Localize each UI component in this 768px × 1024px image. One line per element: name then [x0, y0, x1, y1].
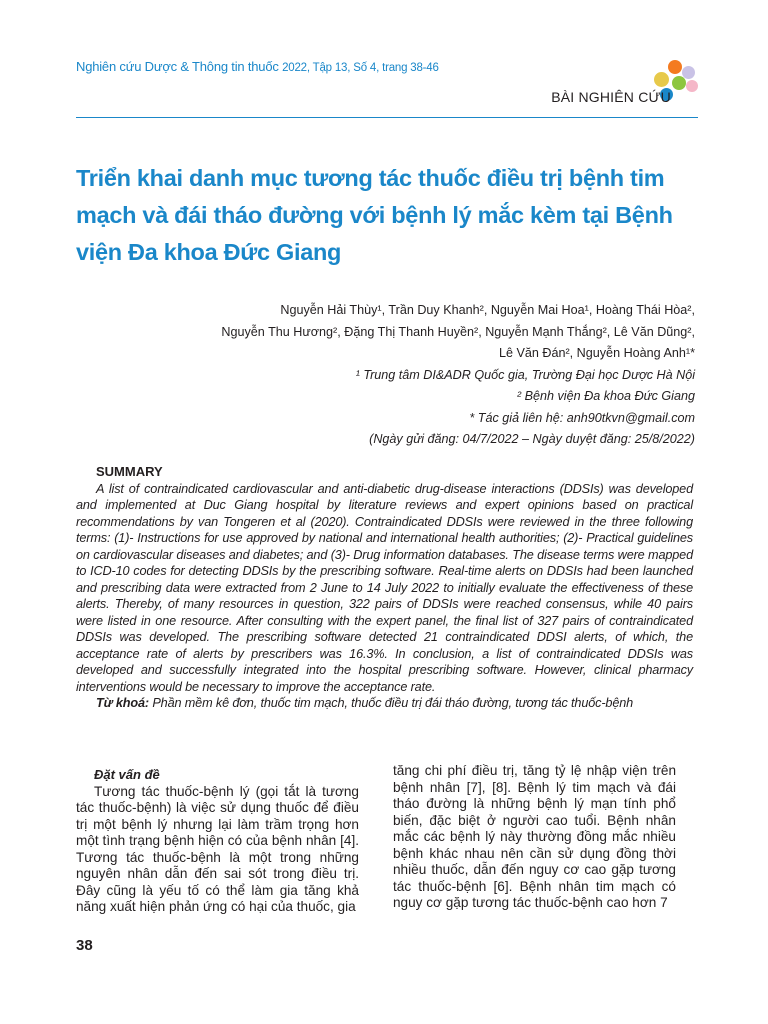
- summary-body: A list of contraindicated cardiovascular and anti-diabetic drug-disease interactions (DDSIs) was developed and implemented at Duc Giang hospital by literature reviews and expert opinions based on practical recommendations by van Tongeren et al (2020). Contraindicated DDSIs were reviewed in the three following terms: (1)- Instructions for use approved by national and international health authorities; (2)- Practical guidelines on cardiovascular diseases and diabetes; and (3)- Drug information databases. The disease terms were mapped to ICD-10 codes for detecting DDSIs by the prescribing software. Real-time alerts on DDSIs had been launched and prescribing data were extracted from 2 June to 14 July 2022 to initially evaluate the effectiveness of these alerts. Thereby, of many resources in question, 322 pairs of DDSIs were reached consensus, while 40 pairs were listed in one resource. After consulting with the expert panel, the final list of 327 pairs of contraindicated DDSIs was developed. The prescribing software detected 21 contraindicated DDSI alerts, of which, the acceptance rate of alerts by prescribers was 16.3%. In conclusion, a list of contraindicated DDSIs was developed and successfully integrated into the hospital prescribing software. However, clinical pharmacy interventions would be necessary to improve the acceptance rate.: [76, 481, 693, 694]
- body-column-left: [76, 763, 359, 916]
- author-line-1: Nguyễn Hải Thùy¹, Trần Duy Khanh², Nguyễn Mai Hoa¹, Hoàng Thái Hòa²,: [280, 303, 695, 317]
- author-line-3: Lê Văn Đán², Nguyễn Hoàng Anh¹*: [498, 346, 695, 360]
- section-label: BÀI NGHIÊN CỨU: [551, 89, 671, 105]
- article-title: Triển khai danh mục tương tác thuốc điều trị bệnh tim mạch và đái tháo đường với bệnh lý mắc kèm tại Bệnh viện Đa khoa Đức Giang: [76, 165, 673, 265]
- page-number: 38: [76, 937, 93, 954]
- author-block: [75, 300, 695, 451]
- keywords-text: Phần mềm kê đơn, thuốc tim mạch, thuốc điều trị đái tháo đường, tương tác thuốc-bệnh: [152, 696, 634, 710]
- keywords-line: [76, 695, 693, 712]
- body-paragraph-1: Tương tác thuốc-bệnh lý (gọi tắt là tương tác thuốc-bệnh) là việc sử dụng thuốc để điều trị một bệnh lý nhưng lại làm trầm trọng hơn một tình trạng bệnh hiện có của bệnh nhân [4]. Tương tác thuốc-bệnh là một trong những nguyên nhân dẫn đến sai sót trong điều trị. Đây cũng là yếu tố có thể làm gia tăng khả năng xuất hiện phản ứng có hại của thuốc, gia: [76, 783, 359, 914]
- journal-volume-info: 2022, Tập 13, Số 4, trang 38-46: [282, 62, 439, 74]
- corresponding-author: * Tác giả liên hệ: anh90tkvn@gmail.com: [469, 410, 695, 425]
- affiliation-1: ¹ Trung tâm DI&ADR Quốc gia, Trường Đại học Dược Hà Nội: [355, 367, 695, 382]
- submission-dates: (Ngày gửi đăng: 04/7/2022 – Ngày duyệt đăng: 25/8/2022): [369, 432, 695, 446]
- summary-heading: SUMMARY: [96, 464, 163, 479]
- journal-header: [76, 59, 439, 74]
- author-line-2: Nguyễn Thu Hương², Đặng Thị Thanh Huyền², Nguyễn Mạnh Thắng², Lê Văn Dũng²,: [221, 324, 695, 339]
- affiliation-2: ² Bệnh viện Đa khoa Đức Giang: [516, 389, 695, 403]
- body-column-right: [393, 763, 676, 912]
- journal-name: Nghiên cứu Dược & Thông tin thuốc: [76, 59, 279, 74]
- header-divider: [76, 117, 698, 118]
- section-heading-introduction: Đặt vấn đề: [94, 767, 160, 782]
- summary-section: [76, 464, 693, 712]
- body-paragraph-2: tăng chi phí điều trị, tăng tỷ lệ nhập viện trên bệnh nhân [7], [8]. Bệnh lý tim mạch và đái tháo đường là những bệnh lý mạn tính phổ biến, đặc biệt ở người cao tuổi. Bệnh nhân mắc các bệnh lý này thường đồng mắc nhiều bệnh khác nhau nên cần sử dụng đồng thời nhiều thuốc, dẫn đến nguy cơ cao gặp tương tác thuốc-bệnh [6]. Bệnh nhân tim mạch có nguy cơ gặp tương tác thuốc-bệnh cao hơn 7: [393, 763, 676, 910]
- keywords-label: Từ khoá:: [96, 696, 149, 710]
